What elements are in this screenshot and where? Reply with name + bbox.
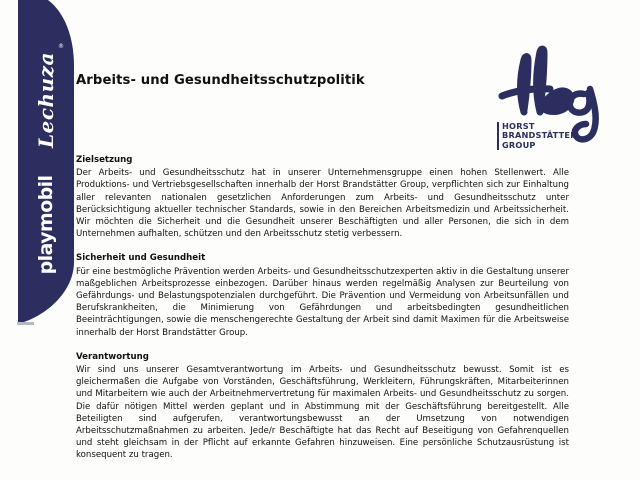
section-body: Der Arbeits- und Gesundheitsschutz hat in unserer Unternehmensgruppe einen hohen Stellenwert. Alle Produktions- und Vertriebsgesellschaften innerhalb der Horst Brandstätter Group, verpflichten sich zur Einhaltung aller relevanten nationalen gesetzlichen Anforderungen zum Arbeits- und Gesundheitsschutz unter Berücksichtigung aktueller technischer Standards, sowie in den Bereichen Arbeitsmedizin und Arbeitssicherheit. Wir möchten die Sicherheit und die Gesundheit unserer Beschäftigten und aller Personen, die sich in dem Unternehmen aufhalten, schützen und den Arbeitsschutz stetig verbessern. (76, 168, 569, 240)
section-body: Für eine bestmögliche Prävention werden Arbeits- und Gesundheitsschutzexperten aktiv in die Gestaltung unserer maßgeblichen Arbeitsprozesse einbezogen. Darüber hinaus werden regelmäßig Analysen zur Beurteilung von Gefährdungs- und Belastungspotenzialen durchgeführt. Die Prävention und Vermeidung von Arbeitsunfällen und Berufskrankheiten, die Minimierung von Gefährdungen und arbeitsbedingten gesundheitlichen Beeinträchtigungen, sowie die menschengerechte Gestaltung der Arbeit sind damit Maximen für die Arbeitsweise innerhalb der Horst Brandstätter Group. (76, 266, 569, 338)
document-content (76, 154, 569, 462)
section-heading: Sicherheit und Gesundheit (76, 253, 206, 264)
section-heading: Verantwortung (76, 351, 149, 362)
horst-brandstaetter-group-logo (480, 36, 610, 148)
brand-banner-shape (18, 0, 74, 322)
lechuza-wordmark: Lechuza (34, 52, 58, 148)
hbg-logo-line-2: BRANDSTÄTTER (502, 130, 577, 141)
page-title: Arbeits- und Gesundheitsschutzpolitik (76, 72, 365, 88)
hbg-logo-line-3: GROUP (502, 139, 536, 150)
section-verantwortung (76, 351, 569, 462)
registered-trademark-icon: ® (58, 43, 64, 50)
section-heading: Zielsetzung (76, 155, 133, 165)
hbg-logo-line-1: HORST (502, 121, 535, 131)
section-sicherheit-und-gesundheit (76, 252, 569, 338)
hbg-logo-wordmark (497, 122, 577, 150)
banner-divider-dash (17, 322, 34, 325)
brand-banner (18, 0, 74, 322)
playmobil-wordmark: playmobil (35, 175, 57, 275)
section-zielsetzung (76, 154, 569, 240)
section-body: Wir sind uns unserer Gesamtverantwortung im Arbeits- und Gesundheitsschutz bewusst. Somit ist es gleichermaßen die Aufgabe von Vorständen, Geschäftsführung, Werkleitern, Führungskräften, Mitarbeiterinnen und Mitarbeitern wie auch der Arbeitnehmervertretung für maximalen Arbeits- und Gesundheitsschutz zu sorgen. Die dafür nötigen Mittel werden geplant und in Abstimmung mit der Geschäftsführung bereitgestellt. Alle Beteiligten sind aufgerufen, verantwortungsbewusst an der Umsetzung von notwendigen Arbeitsschutzmaßnahmen zu arbeiten. Jede/r Beschäftigte hat das Recht auf Beseitigung von Gefahrenquellen und steht gleichsam in der Pflicht auf erkannte Gefahren hinzuweisen. Eine persönliche Schutzausrüstung ist konsequent zu tragen. (76, 365, 569, 461)
